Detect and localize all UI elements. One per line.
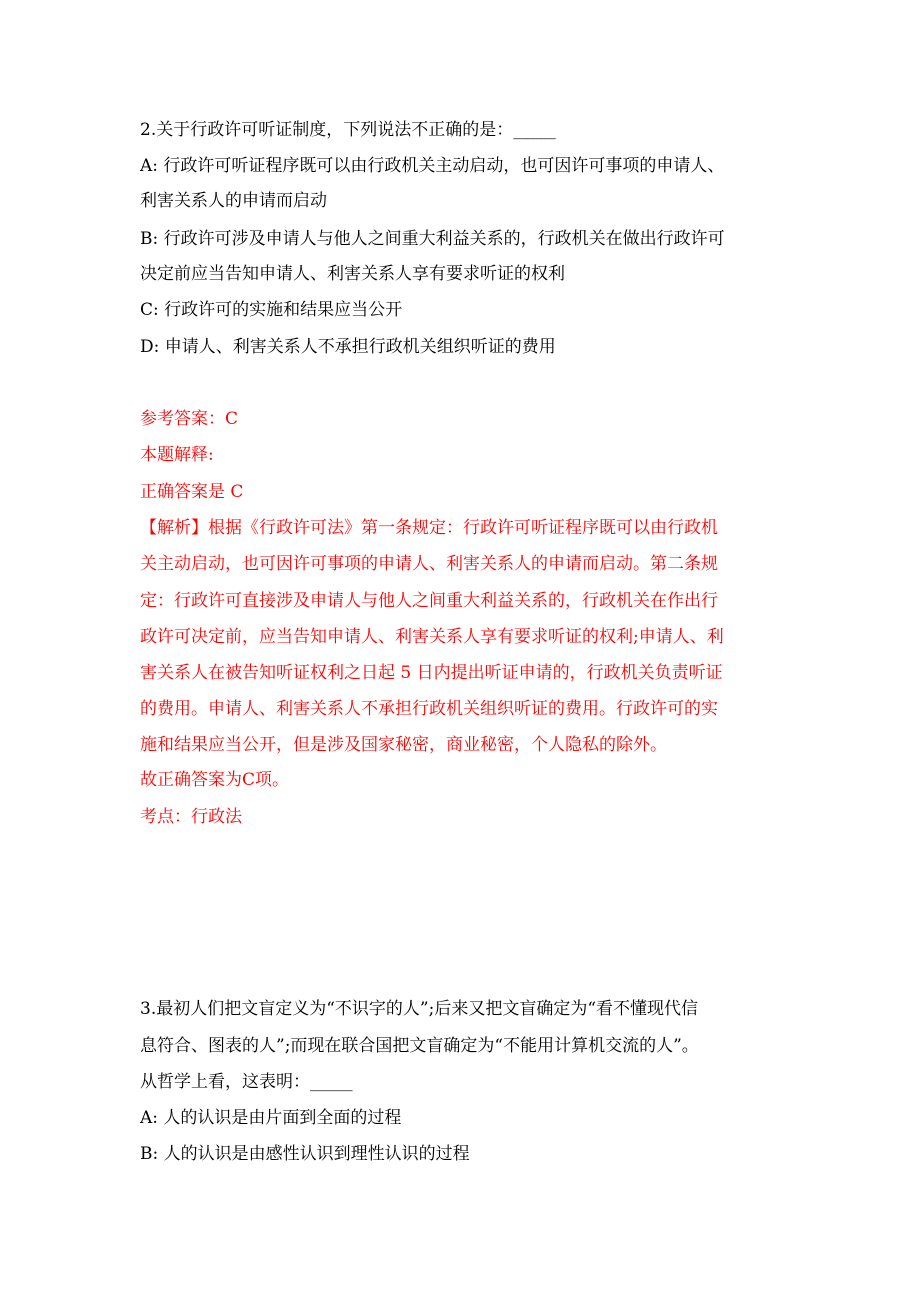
question-2-option-a-cont: 利害关系人的申请而启动	[140, 191, 327, 211]
analysis-line-4: 政许可决定前，应当告知申请人、利害关系人享有要求听证的权利;申请人、利	[140, 627, 724, 647]
question-2-stem: 2.关于行政许可听证制度，下列说法不正确的是：_____	[140, 120, 556, 140]
question-2-option-c: C: 行政许可的实施和结果应当公开	[140, 300, 403, 320]
reference-answer: 参考答案：C	[140, 409, 239, 429]
conclusion: 故正确答案为C项。	[140, 770, 290, 790]
question-3-option-a: A: 人的认识是由片面到全面的过程	[140, 1108, 402, 1128]
analysis-line-5: 害关系人在被告知听证权利之日起 5 日内提出听证申请的，行政机关负责听证	[140, 663, 723, 683]
question-3-stem-cont-1: 息符合、图表的人”;而现在联合国把文盲确定为“不能用计算机交流的人”。	[140, 1036, 699, 1056]
analysis-line-6: 的费用。申请人、利害关系人不承担行政机关组织听证的费用。行政许可的实	[140, 699, 718, 719]
explanation-heading: 本题解释:	[140, 445, 214, 465]
question-2-option-d: D: 申请人、利害关系人不承担行政机关组织听证的费用	[140, 337, 556, 357]
question-3-option-b: B: 人的认识是由感性认识到理性认识的过程	[140, 1144, 470, 1164]
analysis-line-7: 施和结果应当公开，但是涉及国家秘密，商业秘密，个人隐私的除外。	[140, 735, 667, 755]
analysis-line-1: 【解析】根据《行政许可法》第一条规定：行政许可听证程序既可以由行政机	[140, 518, 718, 538]
question-3-stem-cont-2: 从哲学上看，这表明：_____	[140, 1072, 353, 1092]
topic: 考点：行政法	[140, 807, 242, 827]
analysis-line-2: 关主动启动，也可因许可事项的申请人、利害关系人的申请而启动。第二条规	[140, 554, 718, 574]
question-2-option-b-cont: 决定前应当告知申请人、利害关系人享有要求听证的权利	[140, 264, 565, 284]
question-2-option-b: B: 行政许可涉及申请人与他人之间重大利益关系的，行政机关在做出行政许可	[140, 229, 725, 249]
analysis-line-3: 定：行政许可直接涉及申请人与他人之间重大利益关系的，行政机关在作出行	[140, 591, 718, 611]
question-2-option-a: A: 行政许可听证程序既可以由行政机关主动启动，也可因许可事项的申请人、	[140, 156, 725, 176]
correct-answer: 正确答案是 C	[140, 482, 244, 502]
question-3-stem: 3.最初人们把文盲定义为“不识字的人”;后来又把文盲确定为“看不懂现代信	[140, 999, 699, 1019]
